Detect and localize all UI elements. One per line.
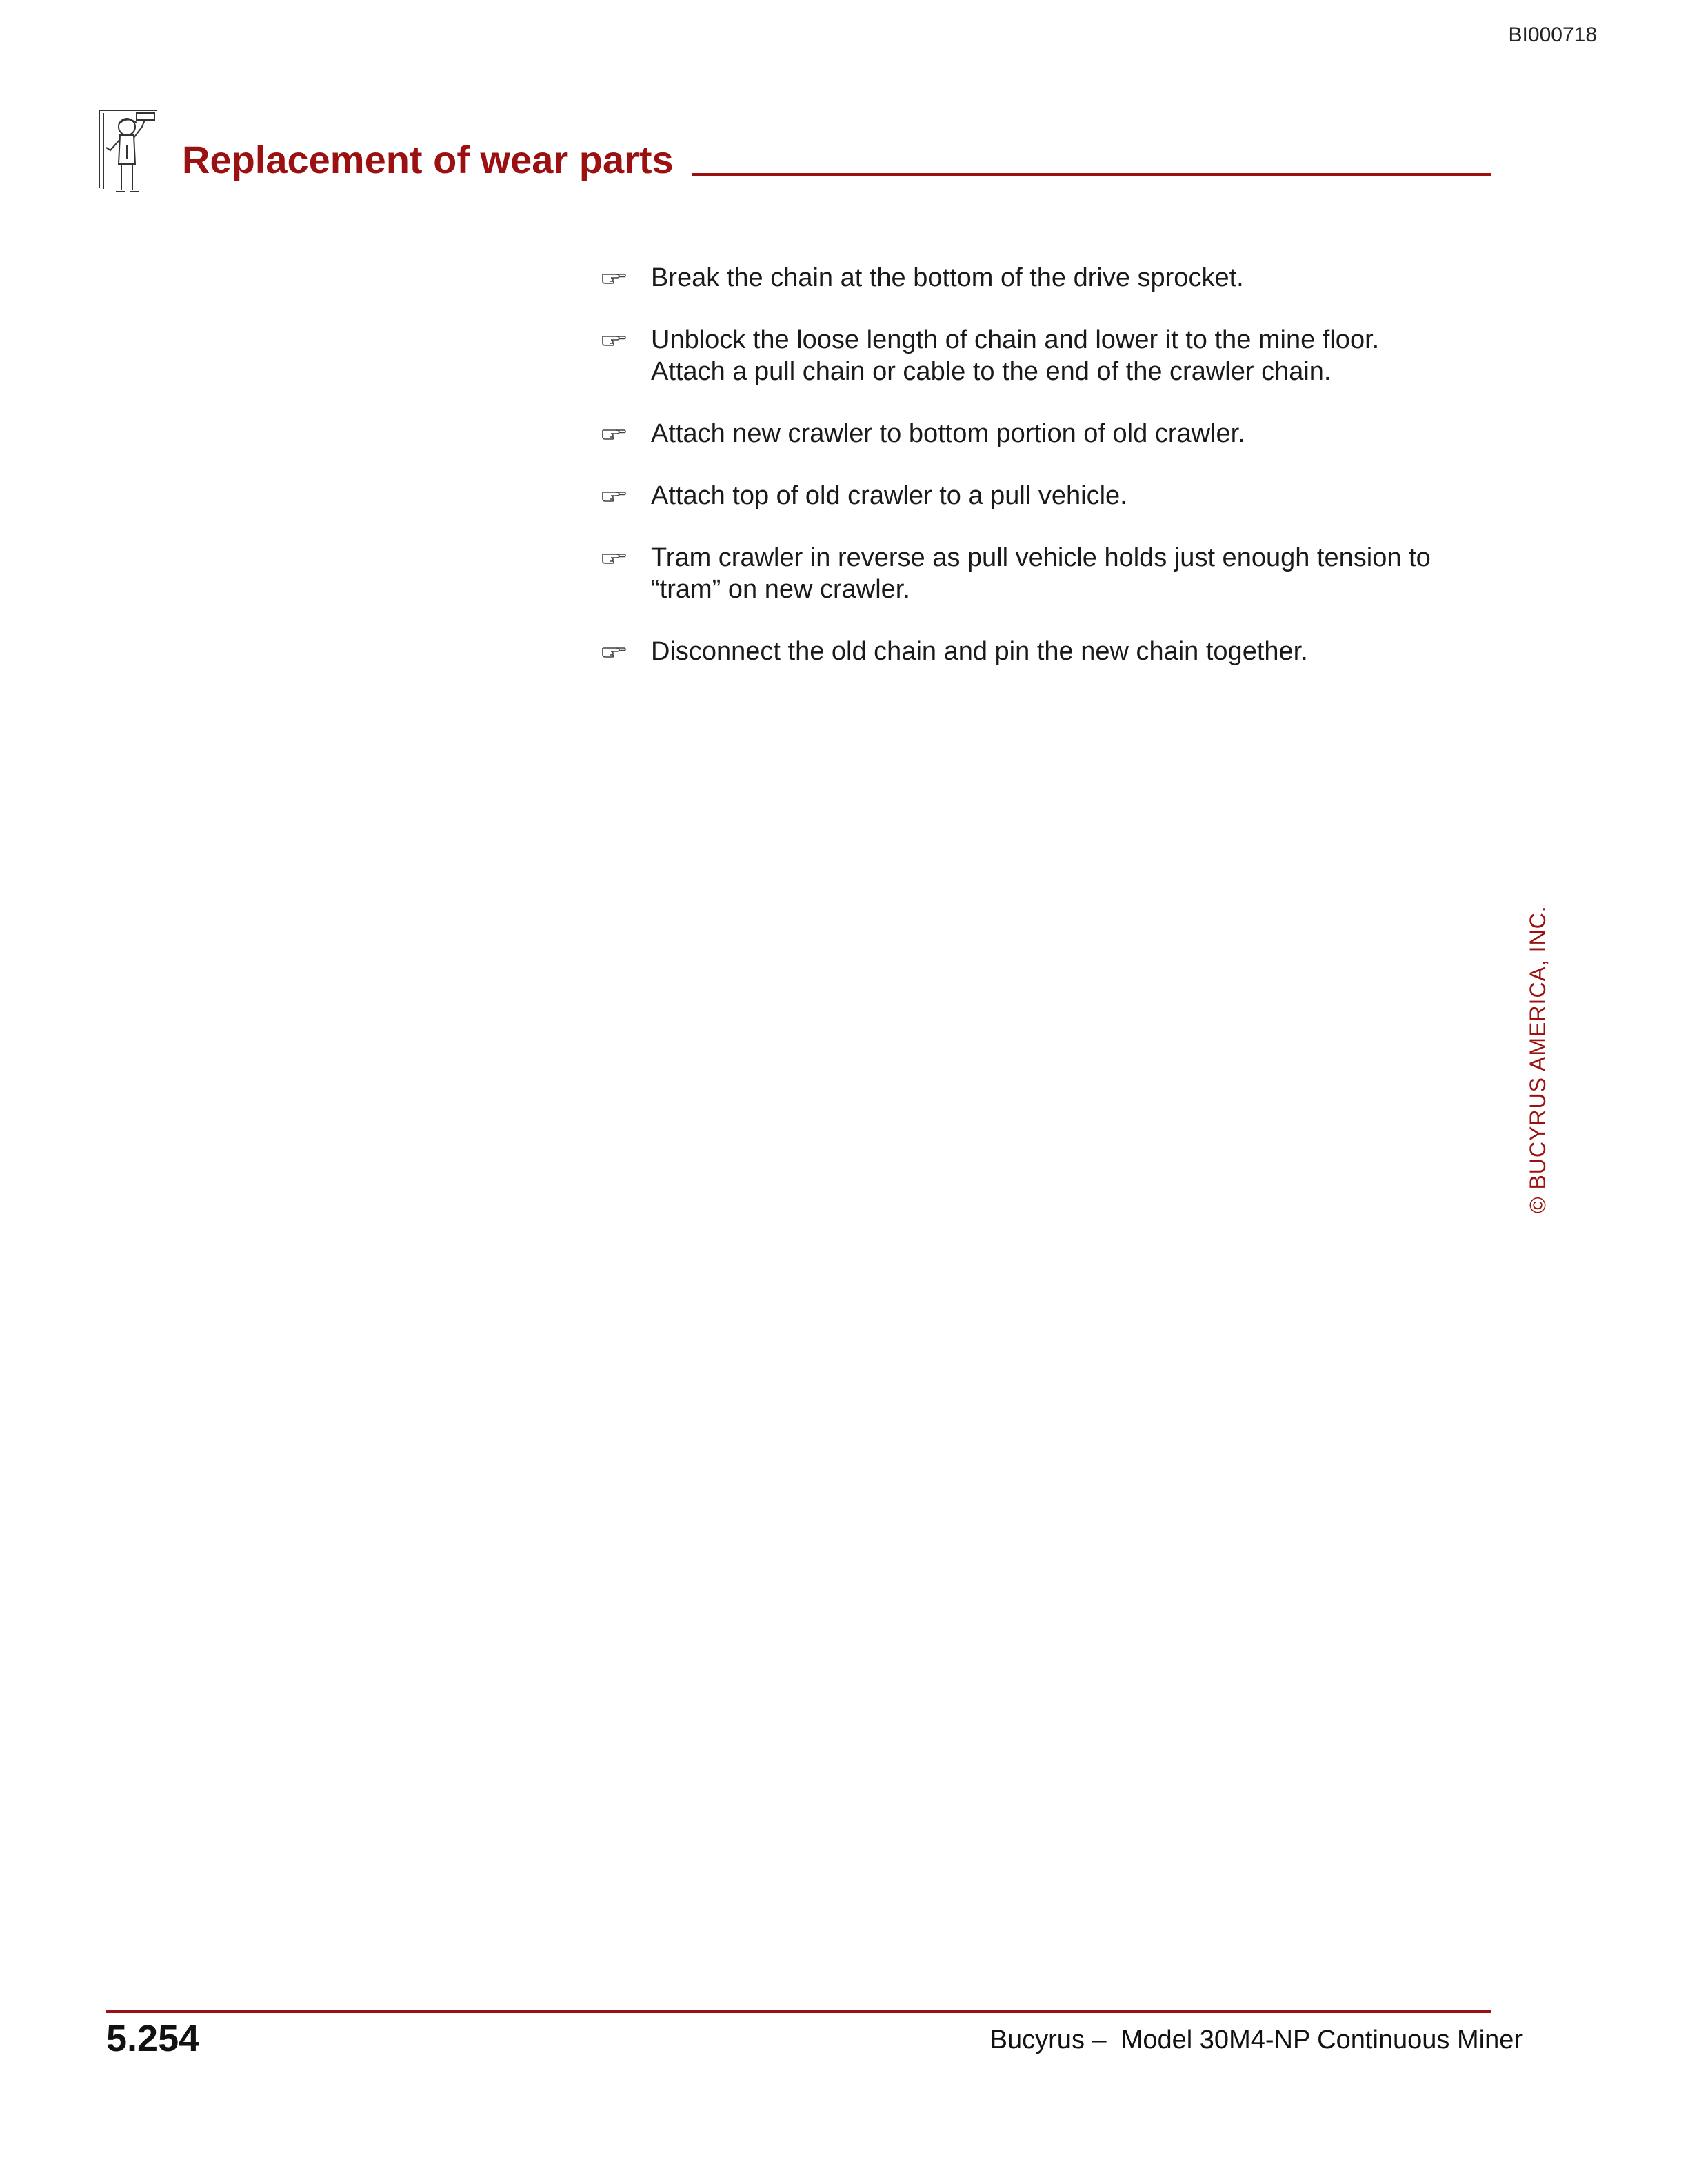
footer-rule — [106, 2010, 1491, 2013]
page-title: Replacement of wear parts — [182, 138, 674, 181]
step-text: Unblock the loose length of chain and lower it to the mine floor. Attach a pull chain or cable to the end of the crawler chain. — [651, 325, 1380, 386]
pointing-hand-icon — [601, 425, 626, 441]
step-text: Tram crawler in reverse as pull vehicle holds just enough tension to “tram” on new crawler. — [651, 543, 1431, 604]
pointing-hand-icon — [601, 487, 626, 503]
title-rule — [692, 173, 1491, 176]
pointing-hand-icon — [601, 331, 626, 347]
step-text: Attach top of old crawler to a pull vehicle. — [651, 481, 1127, 510]
list-item — [601, 418, 1539, 449]
list-item — [601, 542, 1539, 605]
list-item — [601, 636, 1539, 667]
list-item — [601, 480, 1539, 512]
title-row — [182, 138, 1492, 181]
list-item — [601, 324, 1539, 387]
step-text: Attach new crawler to bottom portion of old crawler. — [651, 419, 1245, 448]
step-list — [601, 262, 1539, 698]
footer-text: Bucyrus – Model 30M4-NP Continuous Miner — [989, 2025, 1523, 2054]
mechanic-figure-icon — [97, 106, 165, 199]
doc-id: BI000718 — [1508, 23, 1597, 46]
pointing-hand-icon — [601, 269, 626, 285]
list-item — [601, 262, 1539, 294]
step-text: Disconnect the old chain and pin the new chain together. — [651, 637, 1308, 666]
pointing-hand-icon — [601, 549, 626, 565]
page-number: 5.254 — [106, 2018, 200, 2059]
pointing-hand-icon — [601, 643, 626, 659]
step-text: Break the chain at the bottom of the drive sprocket. — [651, 263, 1244, 292]
copyright-notice: © BUCYRUS AMERICA, INC. — [1525, 905, 1550, 1213]
